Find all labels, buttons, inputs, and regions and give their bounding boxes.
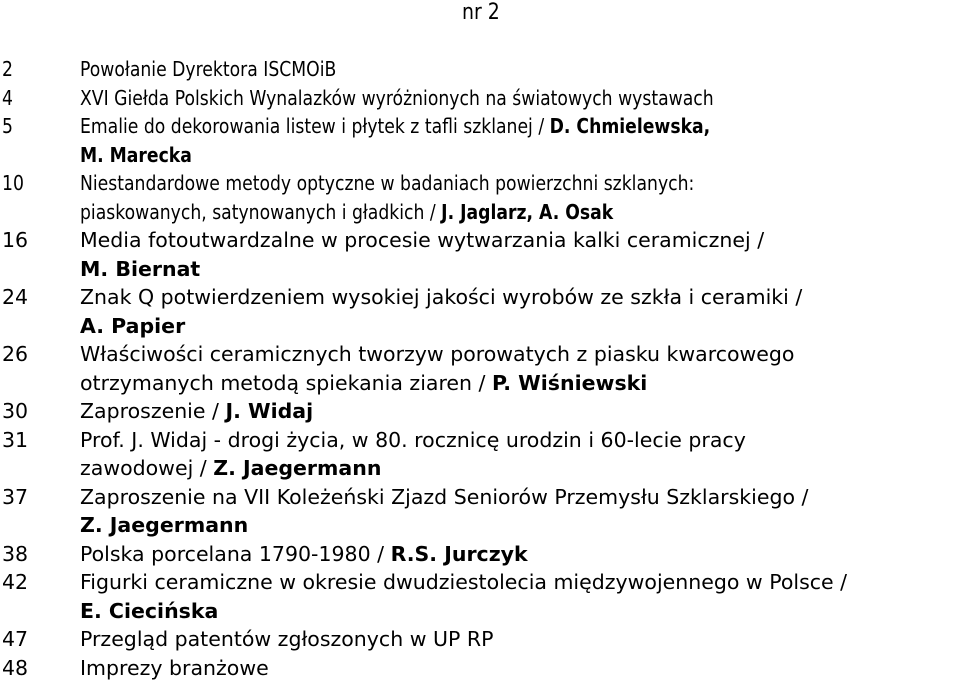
entry-author: J. Jaglarz, A. Osak [441, 200, 613, 224]
entry-text [80, 369, 647, 398]
page-number: 24 [2, 283, 28, 312]
entry-title: zawodowej / [80, 456, 213, 480]
entry-text [80, 483, 808, 512]
entry-text [80, 55, 336, 84]
entry-author: Z. Jaegermann [80, 513, 248, 537]
entry-author: J. Widaj [225, 399, 313, 423]
entry-title: Właściwości ceramicznych tworzyw porowatych z piasku kwarcowego [80, 342, 794, 366]
page-number: 31 [2, 426, 28, 455]
entry-author: A. Papier [80, 314, 185, 338]
entry-text [80, 340, 794, 369]
entry-text [80, 397, 313, 426]
entry-text [80, 112, 710, 141]
entry-title: Figurki ceramiczne w okresie dwudziestolecia międzywojennego w Polsce / [80, 570, 847, 594]
entry-text [80, 312, 185, 341]
page-number: 47 [2, 625, 28, 654]
entry-title: Przegląd patentów zgłoszonych w UP RP [80, 627, 493, 651]
entry-author: R.S. Jurczyk [391, 542, 528, 566]
entry-title: Polska porcelana 1790-1980 / [80, 542, 391, 566]
entry-text [80, 226, 764, 255]
entry-title: otrzymanych metodą spiekania ziaren / [80, 371, 492, 395]
entry-text [80, 141, 192, 170]
entry-title: Niestandardowe metody optyczne w badaniach powierzchni szklanych: [80, 171, 694, 195]
page-number: 37 [2, 483, 28, 512]
issue-number: nr 2 [462, 0, 500, 26]
entry-text [80, 84, 714, 113]
entry-text [80, 597, 218, 626]
entry-author: M. Biernat [80, 257, 200, 281]
page-number: 26 [2, 340, 28, 369]
page-number: 10 [2, 169, 24, 198]
entry-title: Emalie do dekorowania listew i płytek z tafli szklanej / [80, 114, 550, 138]
entry-author: M. Marecka [80, 143, 192, 167]
entry-title: Znak Q potwierdzeniem wysokiej jakości wyrobów ze szkła i ceramiki / [80, 285, 802, 309]
entry-title: Imprezy branżowe [80, 656, 269, 680]
entry-author: P. Wiśniewski [492, 371, 647, 395]
entry-title: piaskowanych, satynowanych i gładkich / [80, 200, 441, 224]
entry-author: E. Ciecińska [80, 599, 218, 623]
entry-text [80, 540, 528, 569]
entry-text [80, 454, 381, 483]
entry-title: Prof. J. Widaj - drogi życia, w 80. rocznicę urodzin i 60-lecie pracy [80, 428, 746, 452]
page-number: 2 [2, 55, 13, 84]
entry-title: Media fotoutwardzalne w procesie wytwarzania kalki ceramicznej / [80, 228, 764, 252]
entry-title: XVI Giełda Polskich Wynalazków wyróżnionych na światowych wystawach [80, 86, 714, 110]
entry-text [80, 426, 746, 455]
page-number: 42 [2, 568, 28, 597]
entry-title: Zaproszenie / [80, 399, 225, 423]
page-number: 5 [2, 112, 13, 141]
entry-text [80, 255, 200, 284]
entry-text [80, 625, 493, 654]
entry-text [80, 654, 269, 682]
entry-text [80, 198, 613, 227]
entry-text [80, 568, 847, 597]
entry-title: Zaproszenie na VII Koleżeński Zjazd Seniorów Przemysłu Szklarskiego / [80, 485, 808, 509]
page-number: 16 [2, 226, 28, 255]
page-number: 30 [2, 397, 28, 426]
page-number: 48 [2, 654, 28, 682]
entry-text [80, 169, 694, 198]
page-number: 4 [2, 84, 13, 113]
entry-author: D. Chmielewska, [550, 114, 711, 138]
page-number: 38 [2, 540, 28, 569]
entry-text [80, 511, 248, 540]
entry-text [80, 283, 802, 312]
entry-author: Z. Jaegermann [213, 456, 381, 480]
entry-title: Powołanie Dyrektora ISCMOiB [80, 57, 336, 81]
